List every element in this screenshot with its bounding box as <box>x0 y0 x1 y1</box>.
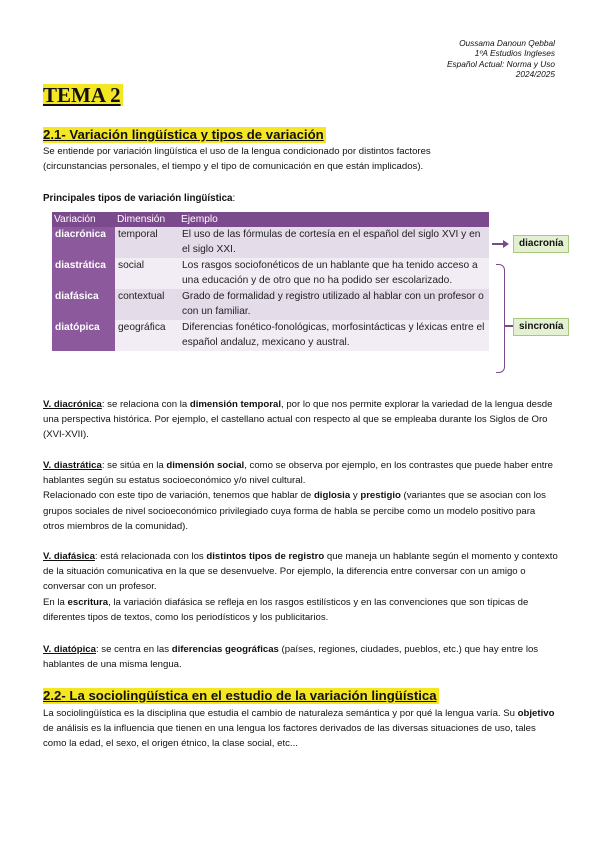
bracket-icon <box>496 264 505 373</box>
paragraph-diastratica: V. diastrática: se sitúa en la dimensión social, como se observa por ejemplo, en los contrastes que puede haber entre hablantes según su estatus socioeconómico y/o nivel cultural. Relacionado con este tipo de variación, tenemos que hablar de diglosia y prestigio (variantes que se asocian con los grupos sociales de nivel socioeconómico privilegiado cuya forma de habla se percibe como un modelo positivo para otros miembros de la comunidad). <box>43 460 554 532</box>
paragraph-diafasica: V. diafásica: está relacionada con los distintos tipos de registro que maneja un hablante según el momento y contexto de la situación comunicativa en la que se desenvuelve. Por ejemplo, la diferencia entre conversar con un amigo o conversar con un profesor. En la escritura, la variación diafásica se refleja en los rasgos estilísticos y en las convenciones que son típicas de diferentes tipos de textos, como los periodísticos y los publicitarios. <box>43 551 558 623</box>
document-header <box>447 38 555 80</box>
diacronia-box: diacronía <box>513 235 569 253</box>
paragraph-diatopica: V. diatópica: se centra en las diferencias geográficas (países, regiones, ciudades, pueblos, etc.) que hay entre los hablantes de una misma lengua. <box>43 644 539 671</box>
tema-title: TEMA 2 <box>43 83 121 107</box>
header-variacion: Variación <box>52 212 115 227</box>
table-row: diafásica contextual Grado de formalidad y registro utilizado al hablar con un profesor o con un familiar. <box>52 289 489 320</box>
header-subject: Español Actual: Norma y Uso <box>446 58 555 69</box>
section-2-heading: 2.2- La sociolingüística en el estudio de la variación lingüística <box>43 688 437 703</box>
header-dimension: Dimensión <box>115 212 179 227</box>
paragraph-diacronica: V. diacrónica: se relaciona con la dimensión temporal, por lo que nos permite explorar la variedad de la lengua desde una perspectiva histórica. Por ejemplo, el castellano actual con respecto al que se empleaba durante los Siglos de Oro (XVI-XVII). <box>43 399 553 441</box>
table-row: diatópica geográfica Diferencias fonético-fonológicas, morfosintácticas y léxicas entre el español andaluz, mexicano y austral. <box>52 320 489 351</box>
sincronia-box: sincronía <box>513 318 569 336</box>
section-2-paragraph: La sociolingüística es la disciplina que estudia el cambio de naturaleza semántica y por qué la lengua varía. Su objetivo de análisis es la influencia que tienen en una lengua los factores derivados de las diversas situaciones de uso, tales como la edad, el sexo, el origen étnico, la clase social, etc... <box>43 708 555 750</box>
header-author: Oussama Danoun Qebbal <box>459 38 555 48</box>
arrowhead-icon <box>503 240 509 248</box>
section-1-intro: Se entiende por variación lingüística el uso de la lengua condicionado por distintos factores (circunstancias personales, el tiempo y el tipo de comunicación en que están implicados). <box>43 146 431 173</box>
bracket-connector <box>504 325 513 327</box>
section-1-heading: 2.1- Variación lingüística y tipos de variación <box>43 127 324 142</box>
header-year: 2024/2025 <box>515 69 555 80</box>
table-row: diacrónica temporal El uso de las fórmulas de cortesía en el español del siglo XVI y en el siglo XXI. <box>52 227 489 258</box>
table-header-row <box>52 212 489 227</box>
table-row: diastrática social Los rasgos sociofonéticos de un hablante que ha tenido acceso a una educación y de otro que no ha podido ser escolarizado. <box>52 258 489 289</box>
table-subheading: Principales tipos de variación lingüística: <box>43 193 236 204</box>
header-ejemplo: Ejemplo <box>179 212 489 227</box>
header-course: 1ºA Estudios Ingleses <box>474 48 555 59</box>
variation-table <box>52 212 489 351</box>
